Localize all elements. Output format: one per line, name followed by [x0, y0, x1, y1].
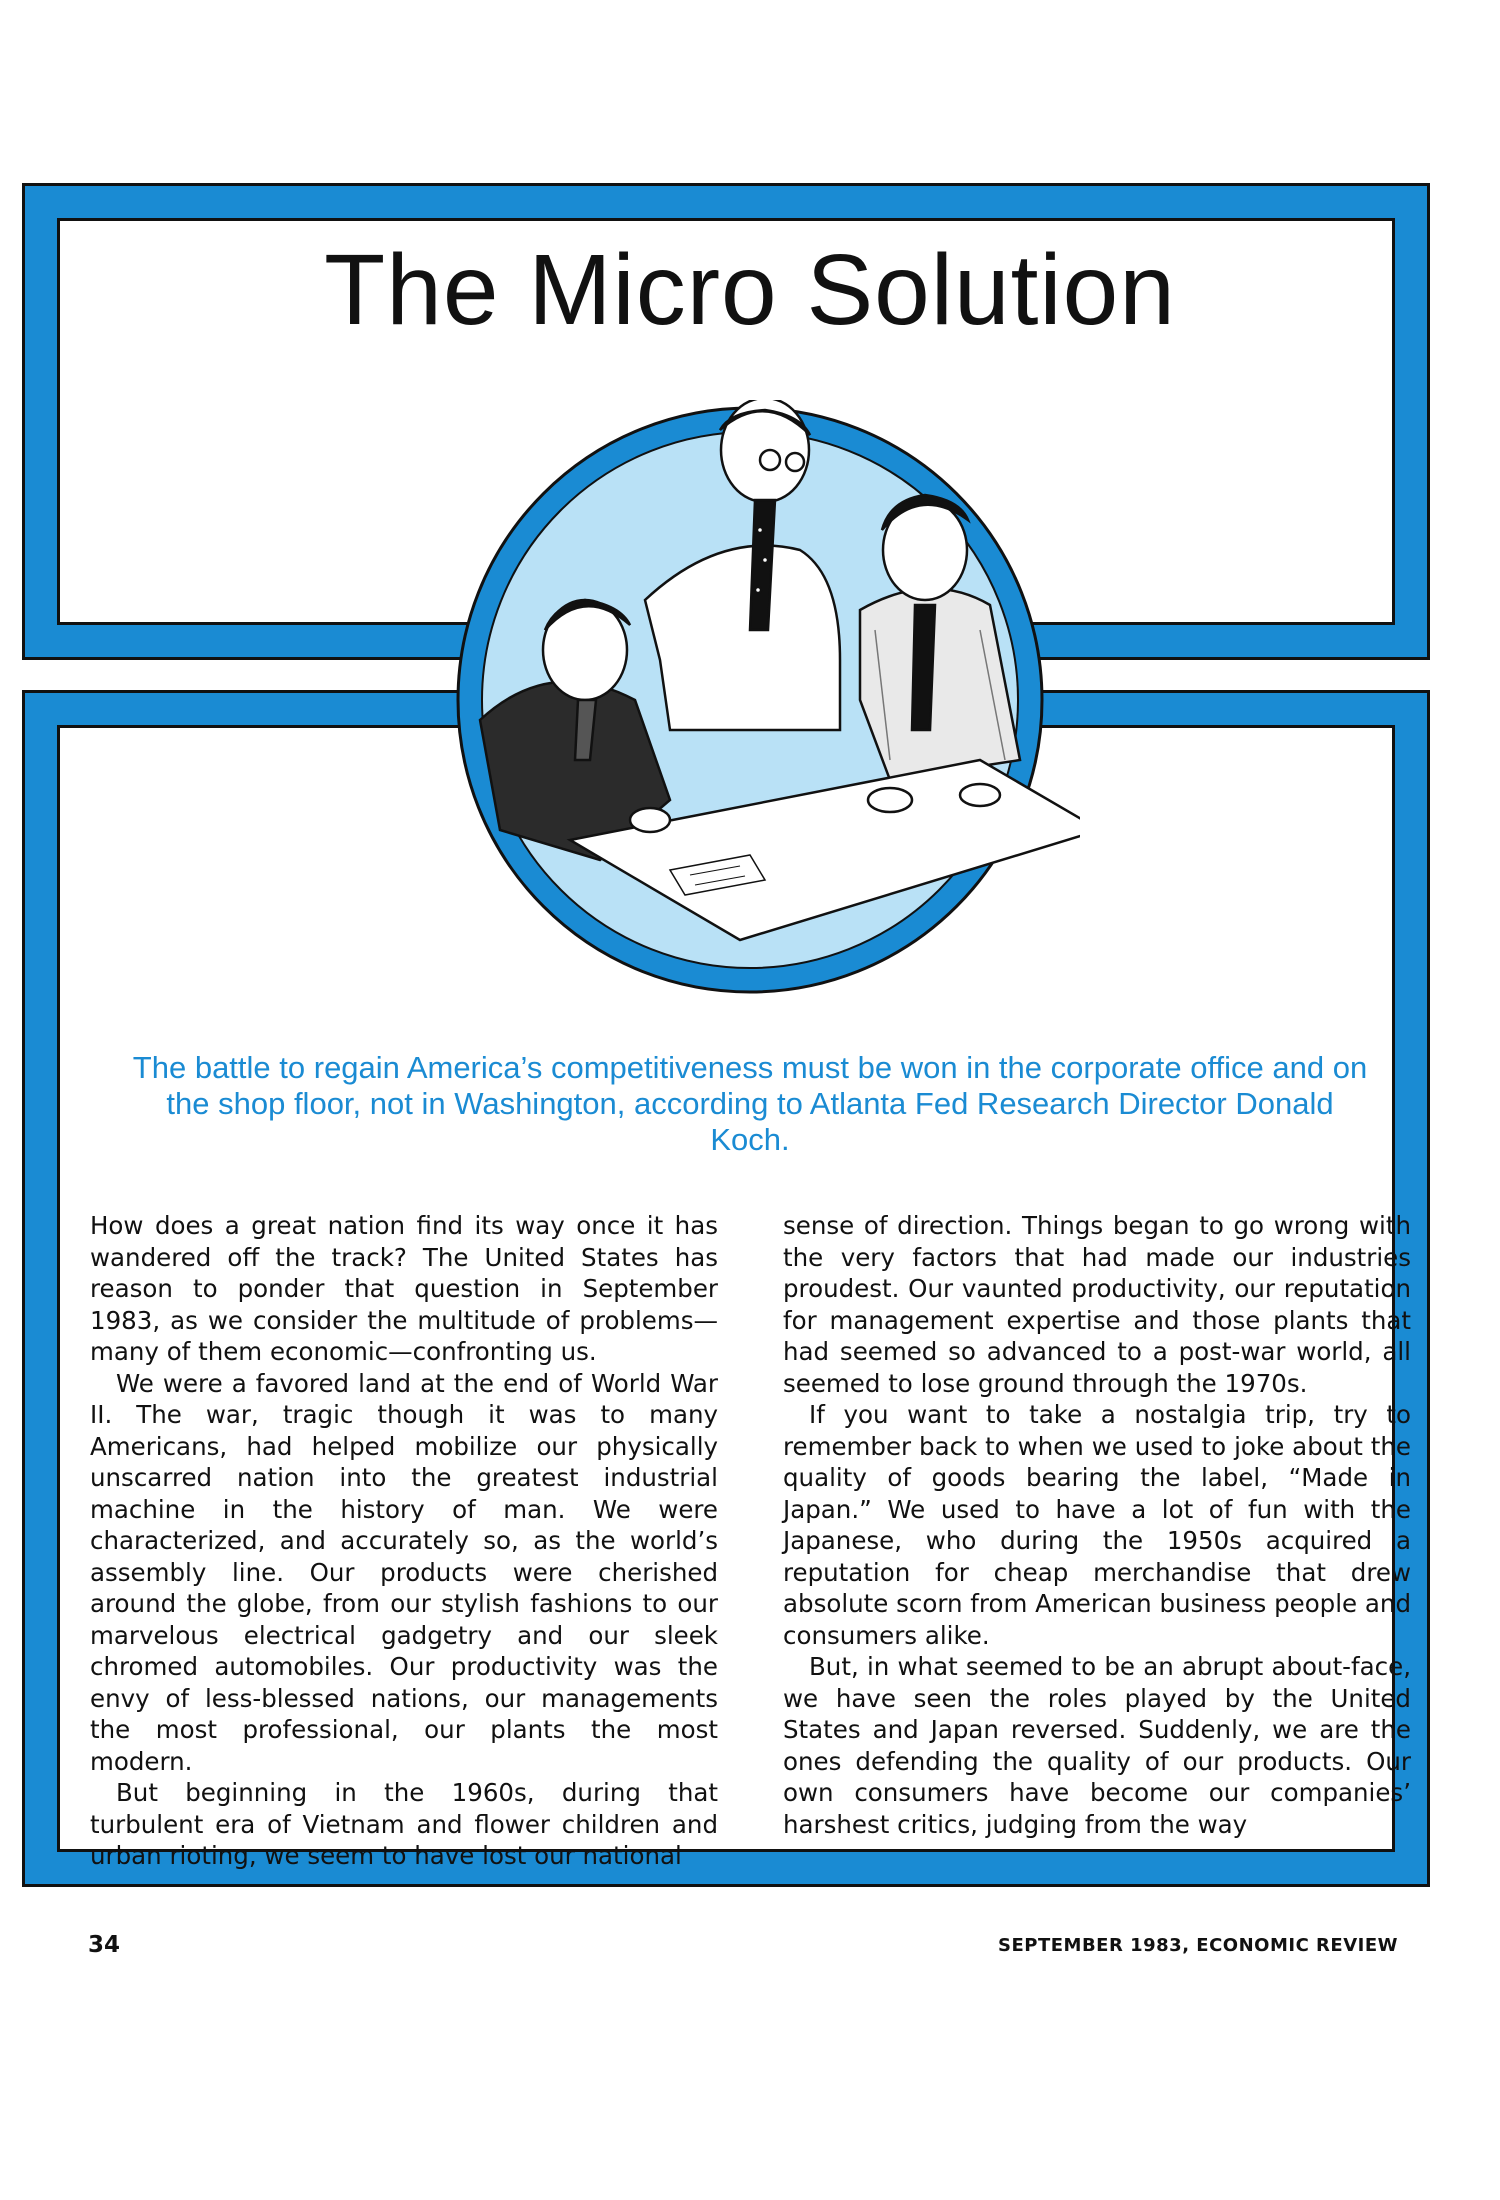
running-footer: SEPTEMBER 1983, ECONOMIC REVIEW	[998, 1935, 1398, 1956]
page-number: 34	[88, 1932, 121, 1958]
paragraph: But beginning in the 1960s, during that turbulent era of Vietnam and flower children and urban rioting, we seem to have lost our national	[90, 1778, 718, 1870]
paragraph: How does a great nation find its way once it has wandered off the track? The United States has reason to ponder that question in September 1983, as we consider the multitude of problems— many of them economic—confronting us.	[90, 1211, 718, 1366]
man-right-figure	[860, 495, 1020, 780]
paragraph: We were a favored land at the end of World War II. The war, tragic though it was to many Americans, had helped mobilize our physically unscarred nation into the greatest industrial machine in the history of man. We were characterized, and accurately so, as the world’s assembly line. Our products were cherished around the globe, from our stylish fashions to our marvelous electrical gadgetry and our sleek chromed automobiles. Our productivity was the envy of less-blessed nations, our managements the most professional, our plants the most modern.	[90, 1368, 718, 1776]
paragraph: If you want to take a nostalgia trip, try to remember back to when we used to joke about the quality of goods bearing the label, “Made in Japan.” We used to have a lot of fun with the Japanese, who during the 1950s acquired a reputation for cheap merchandise that drew absolute scorn from American business people and consumers alike.	[783, 1400, 1411, 1650]
body-column-left	[90, 1210, 718, 1872]
paragraph: sense of direction. Things began to go wrong with the very factors that had made our industries proudest. Our vaunted productivity, our reputation for management expertise and those plants that had seemed so advanced to a post-war world, all seemed to lose ground through the 1970s.	[783, 1211, 1411, 1398]
article-deck: The battle to regain America’s competitiveness must be won in the corporate office and on the shop floor, not in Washington, according to Atlanta Fed Research Director Donald Koch.	[132, 1050, 1368, 1157]
paragraph: But, in what seemed to be an abrupt about-face, we have seen the roles played by the United States and Japan reversed. Suddenly, we are the ones defending the quality of our products. Our own consumers have become our companies’ harshest critics, judging from the way	[783, 1652, 1411, 1839]
illustration-three-men-reviewing-plans	[420, 400, 1080, 1000]
article-title: The Micro Solution	[324, 234, 1176, 346]
body-column-right	[783, 1210, 1411, 1840]
